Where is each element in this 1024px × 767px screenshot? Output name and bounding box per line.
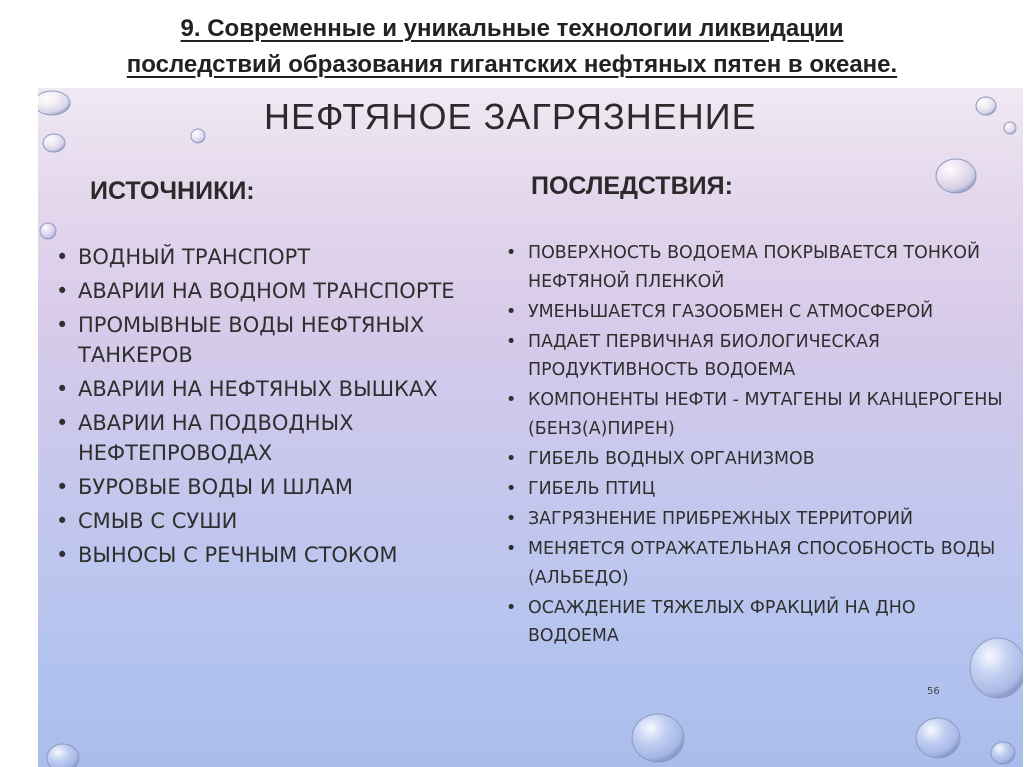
consequences-header: ПОСЛЕДСТВИЯ: bbox=[531, 172, 733, 200]
bullet: • bbox=[506, 509, 517, 530]
consequences-list bbox=[506, 239, 1011, 652]
list-item-text: АВАРИИ НА ВОДНОМ ТРАНСПОРТЕ bbox=[78, 279, 455, 303]
list-item bbox=[56, 374, 486, 404]
list-item-text: БУРОВЫЕ ВОДЫ И ШЛАМ bbox=[78, 475, 353, 499]
list-item-text: АВАРИИ НА ПОДВОДНЫХ НЕФТЕПРОВОДАХ bbox=[78, 411, 354, 465]
bullet: • bbox=[56, 543, 69, 567]
list-item-text: ГИБЕЛЬ ВОДНЫХ ОРГАНИЗМОВ bbox=[528, 448, 815, 469]
list-item bbox=[56, 276, 486, 306]
list-item-text: УМЕНЬШАЕТСЯ ГАЗООБМЕН С АТМОСФЕРОЙ bbox=[528, 301, 934, 322]
bullet: • bbox=[506, 539, 517, 560]
bullet: • bbox=[56, 411, 69, 435]
sources-list bbox=[56, 242, 486, 574]
sources-header: ИСТОЧНИКИ: bbox=[90, 177, 255, 205]
bullet: • bbox=[56, 377, 69, 401]
list-item-text: ЗАГРЯЗНЕНИЕ ПРИБРЕЖНЫХ ТЕРРИТОРИЙ bbox=[528, 509, 914, 530]
list-item-text: КОМПОНЕНТЫ НЕФТИ - МУТАГЕНЫ И КАНЦЕРОГЕНЫ (БЕНЗ(А)ПИРЕН) bbox=[528, 390, 1003, 439]
heading-line-2: последствий образования гигантских нефтяных пятен в океане. bbox=[126, 51, 898, 78]
slide-page-number: 56 bbox=[927, 686, 940, 697]
list-item-text: АВАРИИ НА НЕФТЯНЫХ ВЫШКАХ bbox=[78, 377, 438, 401]
list-item bbox=[506, 535, 1011, 592]
bullet: • bbox=[56, 245, 69, 269]
list-item bbox=[506, 386, 1011, 443]
list-item bbox=[506, 239, 1011, 296]
list-item bbox=[56, 242, 486, 272]
list-item bbox=[56, 506, 486, 536]
list-item-text: ОСАЖДЕНИЕ ТЯЖЕЛЫХ ФРАКЦИЙ НА ДНО ВОДОЕМА bbox=[528, 597, 916, 647]
bullet: • bbox=[56, 313, 69, 337]
list-item-text: ВЫНОСЫ С РЕЧНЫМ СТОКОМ bbox=[78, 543, 398, 567]
slide bbox=[38, 88, 1023, 767]
list-item bbox=[56, 310, 486, 370]
slide-title: НЕФТЯНОЕ ЗАГРЯЗНЕНИЕ bbox=[264, 96, 757, 137]
list-item-text: ПАДАЕТ ПЕРВИЧНАЯ БИОЛОГИЧЕСКАЯ ПРОДУКТИВНОСТЬ ВОДОЕМА bbox=[528, 331, 880, 381]
bullet: • bbox=[506, 243, 517, 263]
list-item bbox=[506, 594, 1011, 651]
bullet: • bbox=[56, 475, 69, 499]
list-item bbox=[506, 328, 1011, 385]
list-item bbox=[506, 298, 1011, 327]
heading-line-1: 9. Современные и уникальные технологии ликвидации bbox=[180, 15, 844, 42]
bullet: • bbox=[506, 331, 517, 352]
list-item-text: ПОВЕРХНОСТЬ ВОДОЕМА ПОКРЫВАЕТСЯ ТОНКОЙ НЕФТЯНОЙ ПЛЕНКОЙ bbox=[528, 243, 980, 292]
list-item-text: МЕНЯЕТСЯ ОТРАЖАТЕЛЬНАЯ СПОСОБНОСТЬ ВОДЫ (АЛЬБЕДО) bbox=[528, 539, 996, 588]
bullet: • bbox=[506, 390, 517, 411]
list-item bbox=[506, 505, 1011, 534]
list-item-text: ГИБЕЛЬ ПТИЦ bbox=[528, 478, 656, 499]
bullet: • bbox=[56, 279, 69, 303]
list-item bbox=[56, 472, 486, 502]
list-item-text: ВОДНЫЙ ТРАНСПОРТ bbox=[78, 245, 311, 269]
bullet: • bbox=[506, 597, 517, 618]
list-item bbox=[56, 408, 486, 468]
bullet: • bbox=[506, 448, 517, 469]
bullet: • bbox=[56, 509, 69, 533]
bullet: • bbox=[506, 478, 517, 499]
list-item bbox=[506, 445, 1011, 474]
list-item bbox=[506, 475, 1011, 504]
bullet: • bbox=[506, 301, 517, 322]
page-heading bbox=[0, 0, 1024, 88]
list-item bbox=[56, 540, 486, 570]
list-item-text: СМЫВ С СУШИ bbox=[78, 509, 238, 533]
list-item-text: ПРОМЫВНЫЕ ВОДЫ НЕФТЯНЫХ ТАНКЕРОВ bbox=[78, 313, 425, 367]
